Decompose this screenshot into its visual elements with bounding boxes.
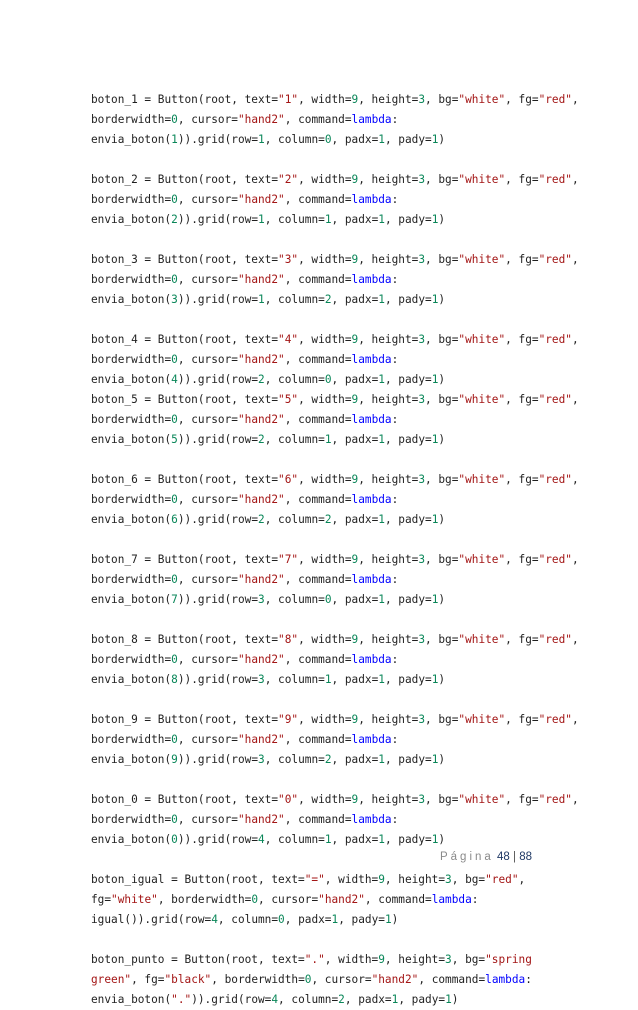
blank-line <box>91 310 611 330</box>
blank-line <box>91 850 611 870</box>
code-line: borderwidth=0, cursor="hand2", command=lambda: <box>91 573 399 586</box>
blank-line <box>91 930 611 950</box>
blank-line <box>91 150 611 170</box>
blank-line <box>91 530 611 550</box>
code-line: borderwidth=0, cursor="hand2", command=lambda: <box>91 733 399 746</box>
blank-line <box>91 230 611 250</box>
code-line: borderwidth=0, cursor="hand2", command=lambda: <box>91 193 399 206</box>
page-label: Página <box>439 851 494 863</box>
code-line: boton_3 = Button(root, text="3", width=9, height=3, bg="white", fg="red", <box>91 253 579 266</box>
code-line: borderwidth=0, cursor="hand2", command=lambda: <box>91 813 399 826</box>
code-line: envia_boton(9)).grid(row=3, column=2, padx=1, pady=1) <box>91 753 446 766</box>
code-line: boton_8 = Button(root, text="8", width=9, height=3, bg="white", fg="red", <box>91 633 579 646</box>
code-line: envia_boton(4)).grid(row=2, column=0, padx=1, pady=1) <box>91 373 446 386</box>
code-line: envia_boton(6)).grid(row=2, column=2, padx=1, pady=1) <box>91 513 446 526</box>
code-line: fg="white", borderwidth=0, cursor="hand2", command=lambda: <box>91 893 479 906</box>
code-line: envia_boton(3)).grid(row=1, column=2, padx=1, pady=1) <box>91 293 446 306</box>
code-line: borderwidth=0, cursor="hand2", command=lambda: <box>91 113 399 126</box>
code-line: envia_boton(1)).grid(row=1, column=0, padx=1, pady=1) <box>91 133 446 146</box>
code-line: envia_boton(8)).grid(row=3, column=1, padx=1, pady=1) <box>91 673 446 686</box>
page-total: 88 <box>519 851 532 863</box>
code-line: boton_2 = Button(root, text="2", width=9, height=3, bg="white", fg="red", <box>91 173 579 186</box>
page-footer <box>440 851 532 863</box>
code-line: borderwidth=0, cursor="hand2", command=lambda: <box>91 653 399 666</box>
blank-line <box>91 690 611 710</box>
code-line: borderwidth=0, cursor="hand2", command=lambda: <box>91 493 399 506</box>
code-line: boton_0 = Button(root, text="0", width=9, height=3, bg="white", fg="red", <box>91 793 579 806</box>
code-line: boton_igual = Button(root, text="=", width=9, height=3, bg="red", <box>91 873 526 886</box>
code-line: boton_1 = Button(root, text="1", width=9, height=3, bg="white", fg="red", <box>91 93 579 106</box>
code-line: envia_boton(0)).grid(row=4, column=1, padx=1, pady=1) <box>91 833 446 846</box>
code-line: borderwidth=0, cursor="hand2", command=lambda: <box>91 353 399 366</box>
blank-line <box>91 450 611 470</box>
code-listing <box>91 90 611 1010</box>
code-line: borderwidth=0, cursor="hand2", command=lambda: <box>91 413 399 426</box>
code-line: igual()).grid(row=4, column=0, padx=1, pady=1) <box>91 913 399 926</box>
code-line: borderwidth=0, cursor="hand2", command=lambda: <box>91 273 399 286</box>
code-line: boton_6 = Button(root, text="6", width=9, height=3, bg="white", fg="red", <box>91 473 579 486</box>
code-line: boton_punto = Button(root, text=".", width=9, height=3, bg="spring <box>91 953 532 966</box>
page-number: 48 <box>497 851 510 863</box>
code-line: envia_boton(7)).grid(row=3, column=0, padx=1, pady=1) <box>91 593 446 606</box>
blank-line <box>91 610 611 630</box>
code-line: envia_boton(2)).grid(row=1, column=1, padx=1, pady=1) <box>91 213 446 226</box>
code-line: green", fg="black", borderwidth=0, cursor="hand2", command=lambda: <box>91 973 532 986</box>
blank-line <box>91 770 611 790</box>
code-line: boton_4 = Button(root, text="4", width=9, height=3, bg="white", fg="red", <box>91 333 579 346</box>
code-line: envia_boton(5)).grid(row=2, column=1, padx=1, pady=1) <box>91 433 446 446</box>
code-line: boton_7 = Button(root, text="7", width=9, height=3, bg="white", fg="red", <box>91 553 579 566</box>
code-line: boton_5 = Button(root, text="5", width=9, height=3, bg="white", fg="red", <box>91 393 579 406</box>
code-line: envia_boton(".")).grid(row=4, column=2, padx=1, pady=1) <box>91 993 459 1006</box>
page-separator: | <box>513 851 516 863</box>
code-line: boton_9 = Button(root, text="9", width=9, height=3, bg="white", fg="red", <box>91 713 579 726</box>
